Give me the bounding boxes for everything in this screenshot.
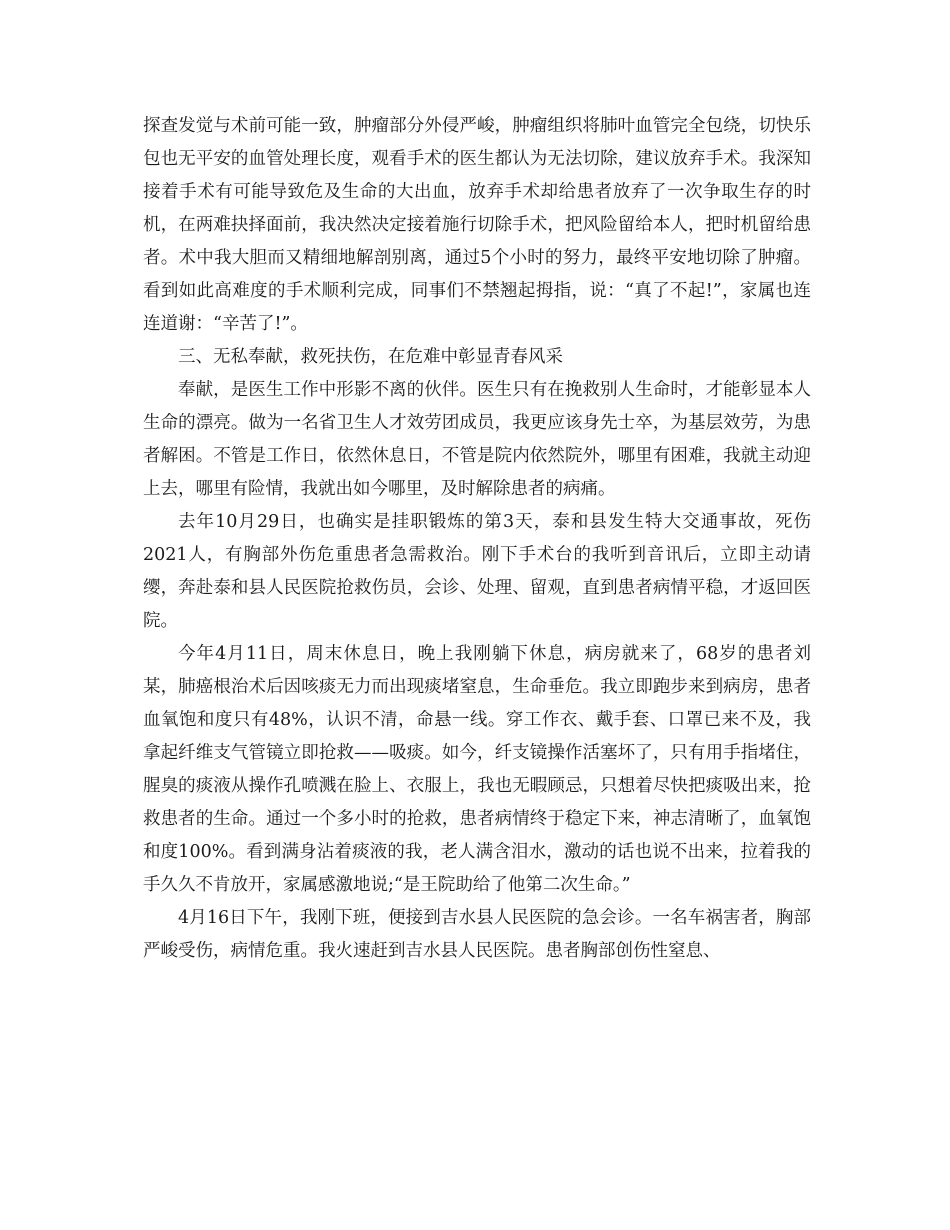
paragraph-traffic-accident: 去年10月29日，也确实是挂职锻炼的第3天，泰和县发生特大交通事故，死伤2021人，有胸部外伤危重患者急需救治。刚下手术台的我听到音讯后，立即主动请缨，奔赴泰和县人民医院抢救伤员，会诊、处理、留观，直到患者病情平稳，才返回医院。 — [143, 512, 811, 631]
section-heading: 三、无私奉献，救死扶伤，在危难中彰显青春风采 — [178, 347, 563, 367]
paragraph-continuation: 探查发觉与术前可能一致，肿瘤部分外侵严峻，肿瘤组织将肺叶血管完全包绕，切快乐包也无平安的血管处理长度，观看手术的医生都认为无法切除，建议放弃手术。我深知接着手术有可能导致危及生命的大出血，放弃手术却给患者放弃了一次争取生存的时机，在两难抉择面前，我决然决定接着施行切除手术，把风险留给本人，把时机留给患者。术中我大胆而又精细地解剖别离，通过5个小时的努力，最终平安地切除了肿瘤。看到如此高难度的手术顺利完成，同事们不禁翘起拇指，说：“真了不起!”，家属也连连道谢：“辛苦了!”。 — [143, 116, 811, 334]
paragraph-consultation-april-16: 4月16日下午，我刚下班，便接到吉水县人民医院的急会诊。一名车祸害者，胸部严峻受伤，病情危重。我火速赶到吉水县人民医院。患者胸部创伤性窒息、 — [143, 908, 811, 961]
paragraph-rescue-april-11: 今年4月11日，周末休息日，晚上我刚躺下休息，病房就来了，68岁的患者刘某，肺癌根治术后因咳痰无力而出现痰堵窒息，生命垂危。我立即跑步来到病房，患者血氧饱和度只有48%，认识不清，命悬一线。穿工作衣、戴手套、口罩已来不及，我拿起纤维支气管镜立即抢救——吸痰。如今，纤支镜操作活塞坏了，只有用手指堵住，腥臭的痰液从操作孔喷溅在脸上、衣服上，我也无暇顾忌，只想着尽快把痰吸出来，抢救患者的生命。通过一个多小时的抢救，患者病情终于稳定下来，神志清晰了，血氧饱和度100%。看到满身沾着痰液的我，老人满含泪水，激动的话也说不出来，拉着我的手久久不肯放开，家属感激地说;“是王院助给了他第二次生命。” — [143, 644, 811, 895]
document-page — [143, 110, 811, 968]
paragraph-dedication: 奉献，是医生工作中形影不离的伙伴。医生只有在挽救别人生命时，才能彰显本人生命的漂亮。做为一名省卫生人才效劳团成员，我更应该身先士卒，为基层效劳，为患者解困。不管是工作日，依然休息日，不管是院内依然院外，哪里有困难，我就主动迎上去，哪里有险情，我就出如今哪里，及时解除患者的病痛。 — [143, 380, 811, 499]
